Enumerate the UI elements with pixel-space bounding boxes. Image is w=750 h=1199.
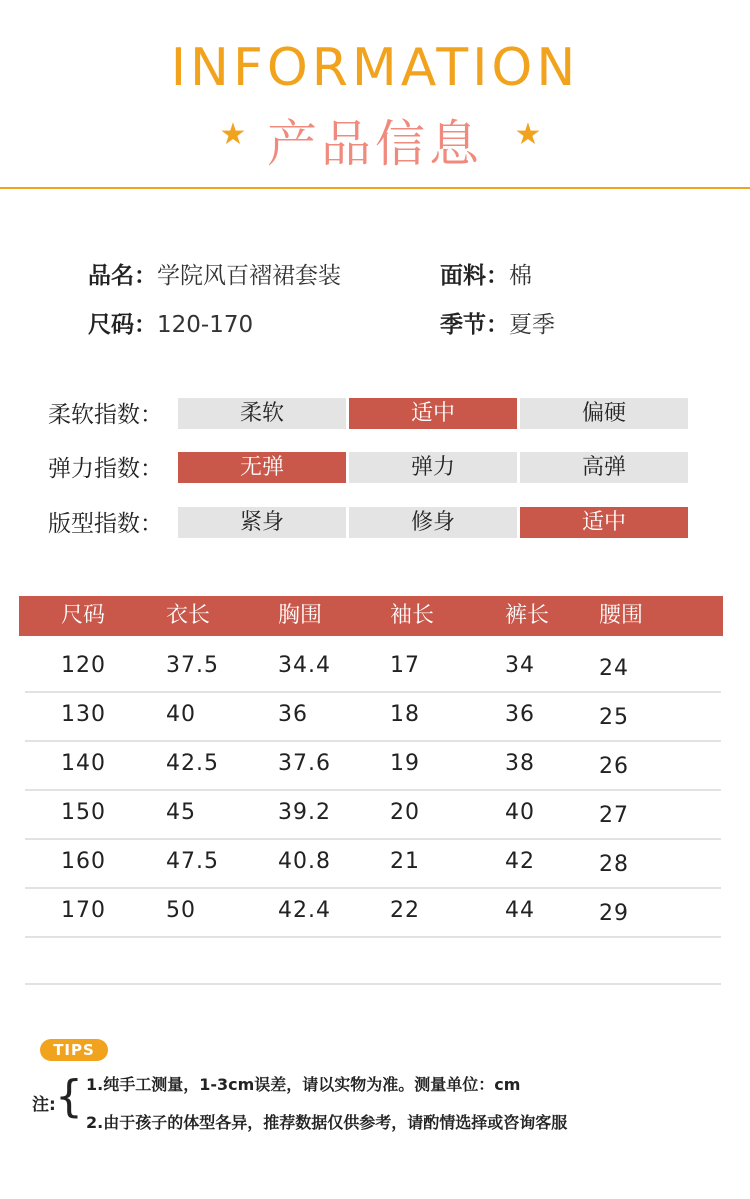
index-option: 适中: [349, 398, 517, 429]
table-cell: 24: [599, 656, 629, 681]
info-size-value: 120-170: [157, 312, 254, 338]
index-label: 弹力指数：: [48, 456, 163, 482]
table-cell: 26: [599, 754, 629, 779]
index-option: 紧身: [178, 507, 346, 538]
table-cell: 22: [390, 898, 420, 923]
table-cell: 42: [505, 849, 535, 874]
table-header-cell: 尺码: [61, 603, 106, 628]
table-cell: 29: [599, 901, 629, 926]
row-divider: [25, 838, 721, 840]
table-cell: 160: [61, 849, 106, 874]
table-cell: 34: [505, 653, 535, 678]
row-divider: [25, 789, 721, 791]
table-cell: 44: [505, 898, 535, 923]
index-option: 弹力: [349, 452, 517, 483]
table-cell: 37.6: [278, 751, 331, 776]
info-size-label: 尺码：: [88, 312, 157, 338]
table-header-cell: 袖长: [390, 603, 435, 628]
table-cell: 20: [390, 800, 420, 825]
index-label: 版型指数：: [48, 511, 163, 537]
row-divider: [25, 983, 721, 985]
table-cell: 130: [61, 702, 106, 727]
index-option: 柔软: [178, 398, 346, 429]
table-header-cell: 裤长: [505, 603, 550, 628]
table-cell: 47.5: [166, 849, 219, 874]
table-cell: 36: [278, 702, 308, 727]
title-english: INFORMATION: [170, 38, 580, 98]
info-size: [88, 306, 253, 339]
info-name-value: 学院风百褶裙套装: [157, 263, 341, 289]
table-cell: 170: [61, 898, 106, 923]
info-season-value: 夏季: [509, 312, 555, 338]
table-cell: 50: [166, 898, 196, 923]
title-chinese: 产品信息: [267, 115, 483, 173]
table-cell: 37.5: [166, 653, 219, 678]
index-label: 柔软指数：: [48, 402, 163, 428]
table-cell: 150: [61, 800, 106, 825]
table-cell: 17: [390, 653, 420, 678]
index-option: 高弹: [520, 452, 688, 483]
table-cell: 39.2: [278, 800, 331, 825]
note-prefix: 注:: [32, 1095, 56, 1115]
table-cell: 140: [61, 751, 106, 776]
index-option: 修身: [349, 507, 517, 538]
table-cell: 21: [390, 849, 420, 874]
table-cell: 40: [166, 702, 196, 727]
row-divider: [25, 691, 721, 693]
table-cell: 42.4: [278, 898, 331, 923]
info-fabric-label: 面料：: [440, 263, 509, 289]
table-cell: 18: [390, 702, 420, 727]
index-option: 无弹: [178, 452, 346, 483]
table-cell: 42.5: [166, 751, 219, 776]
table-cell: 120: [61, 653, 106, 678]
star-icon: ★: [219, 117, 247, 152]
table-cell: 28: [599, 852, 629, 877]
table-header-cell: 腰围: [599, 603, 644, 628]
table-cell: 19: [390, 751, 420, 776]
tips-badge: TIPS: [40, 1039, 108, 1061]
info-season: [440, 306, 555, 339]
table-cell: 36: [505, 702, 535, 727]
table-cell: 27: [599, 803, 629, 828]
index-option: 偏硬: [520, 398, 688, 429]
info-fabric-value: 棉: [509, 263, 532, 289]
info-name: [88, 257, 341, 290]
info-name-label: 品名：: [88, 263, 157, 289]
tip-line-1: 1.纯手工测量，1-3cm误差，请以实物为准。测量单位：cm: [86, 1075, 521, 1094]
table-cell: 40: [505, 800, 535, 825]
row-divider: [25, 887, 721, 889]
table-header-cell: 胸围: [278, 603, 323, 628]
info-season-label: 季节：: [440, 312, 509, 338]
table-cell: 45: [166, 800, 196, 825]
header-divider: [0, 187, 750, 189]
index-option: 适中: [520, 507, 688, 538]
table-cell: 34.4: [278, 653, 331, 678]
star-icon: ★: [514, 117, 542, 152]
brace-icon: {: [55, 1071, 83, 1122]
table-cell: 25: [599, 705, 629, 730]
row-divider: [25, 936, 721, 938]
info-fabric: [440, 257, 532, 290]
table-cell: 38: [505, 751, 535, 776]
tip-line-2: 2.由于孩子的体型各异，推荐数据仅供参考，请酌情选择或咨询客服: [86, 1113, 568, 1132]
table-header-cell: 衣长: [166, 603, 211, 628]
table-cell: 40.8: [278, 849, 331, 874]
row-divider: [25, 740, 721, 742]
